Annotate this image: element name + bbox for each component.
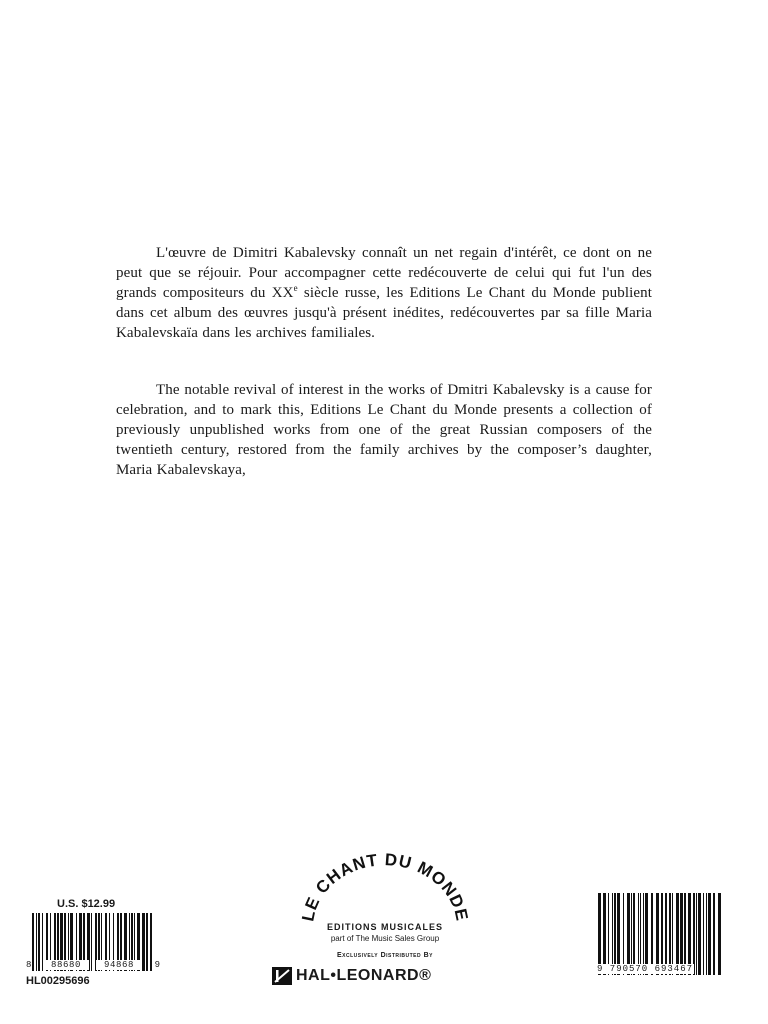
upc-left-digit: 8	[26, 960, 32, 970]
hal-leonard-icon	[272, 965, 294, 987]
publisher-logo-arc	[296, 845, 474, 925]
upc-group2: 94868	[96, 960, 142, 970]
hal-leonard-text: HAL•LEONARD®	[296, 967, 432, 984]
logo-arc-text: LE CHANT DU MONDE	[298, 850, 472, 923]
ismn-barcode-icon	[598, 893, 722, 975]
ismn-digits	[596, 964, 724, 974]
upc-barcode	[26, 913, 160, 971]
item-code: HL00295696	[26, 975, 90, 987]
upc-group1: 88680	[43, 960, 89, 970]
french-paragraph	[116, 243, 652, 343]
svg-text:LE CHANT DU MONDE	[298, 850, 472, 923]
ismn-barcode	[596, 893, 724, 975]
distributed-text: Exclusively Distributed By	[337, 952, 433, 959]
publisher-logo	[296, 845, 474, 995]
exclusively-distributed-label	[296, 952, 474, 959]
english-description	[116, 380, 652, 480]
century-superscript: e	[293, 283, 298, 293]
price-label: U.S. $12.99	[57, 898, 116, 910]
upc-digits	[26, 960, 160, 974]
upc-right-digit: 9	[154, 960, 160, 970]
logo-music-sales: part of The Music Sales Group	[330, 934, 440, 943]
english-paragraph: The notable revival of interest in the works of Dmitri Kabalevsky is a cause for celebration, and to mark this, Editions Le Chant du Monde presents a collection of previously unpublished works from one of the great Russian composers of the twentieth century, restored from the family archives by the composer’s daughter, Maria Kabalevskaya,	[116, 382, 652, 478]
ismn-number: 9 790570 693467	[597, 964, 694, 974]
logo-editions-musicales: EDITIONS MUSICALES	[326, 922, 443, 932]
hal-leonard-logo	[296, 965, 474, 987]
french-description	[116, 243, 652, 343]
french-text-part2: siècle russe, les Editions Le Chant du Monde publient dans cet album des œuvres jusqu'à présent inédites, redécouvertes par sa fille Maria Kabalevskaïa dans les archives familiales.	[116, 285, 652, 341]
french-text-part1: L'œuvre de Dimitri Kabalevsky connaît un net regain d'intérêt, ce dont on ne peut que se réjouir. Pour accompagner cette redécouverte de celui qui fut l'un des grands compositeurs du XX	[116, 245, 652, 301]
